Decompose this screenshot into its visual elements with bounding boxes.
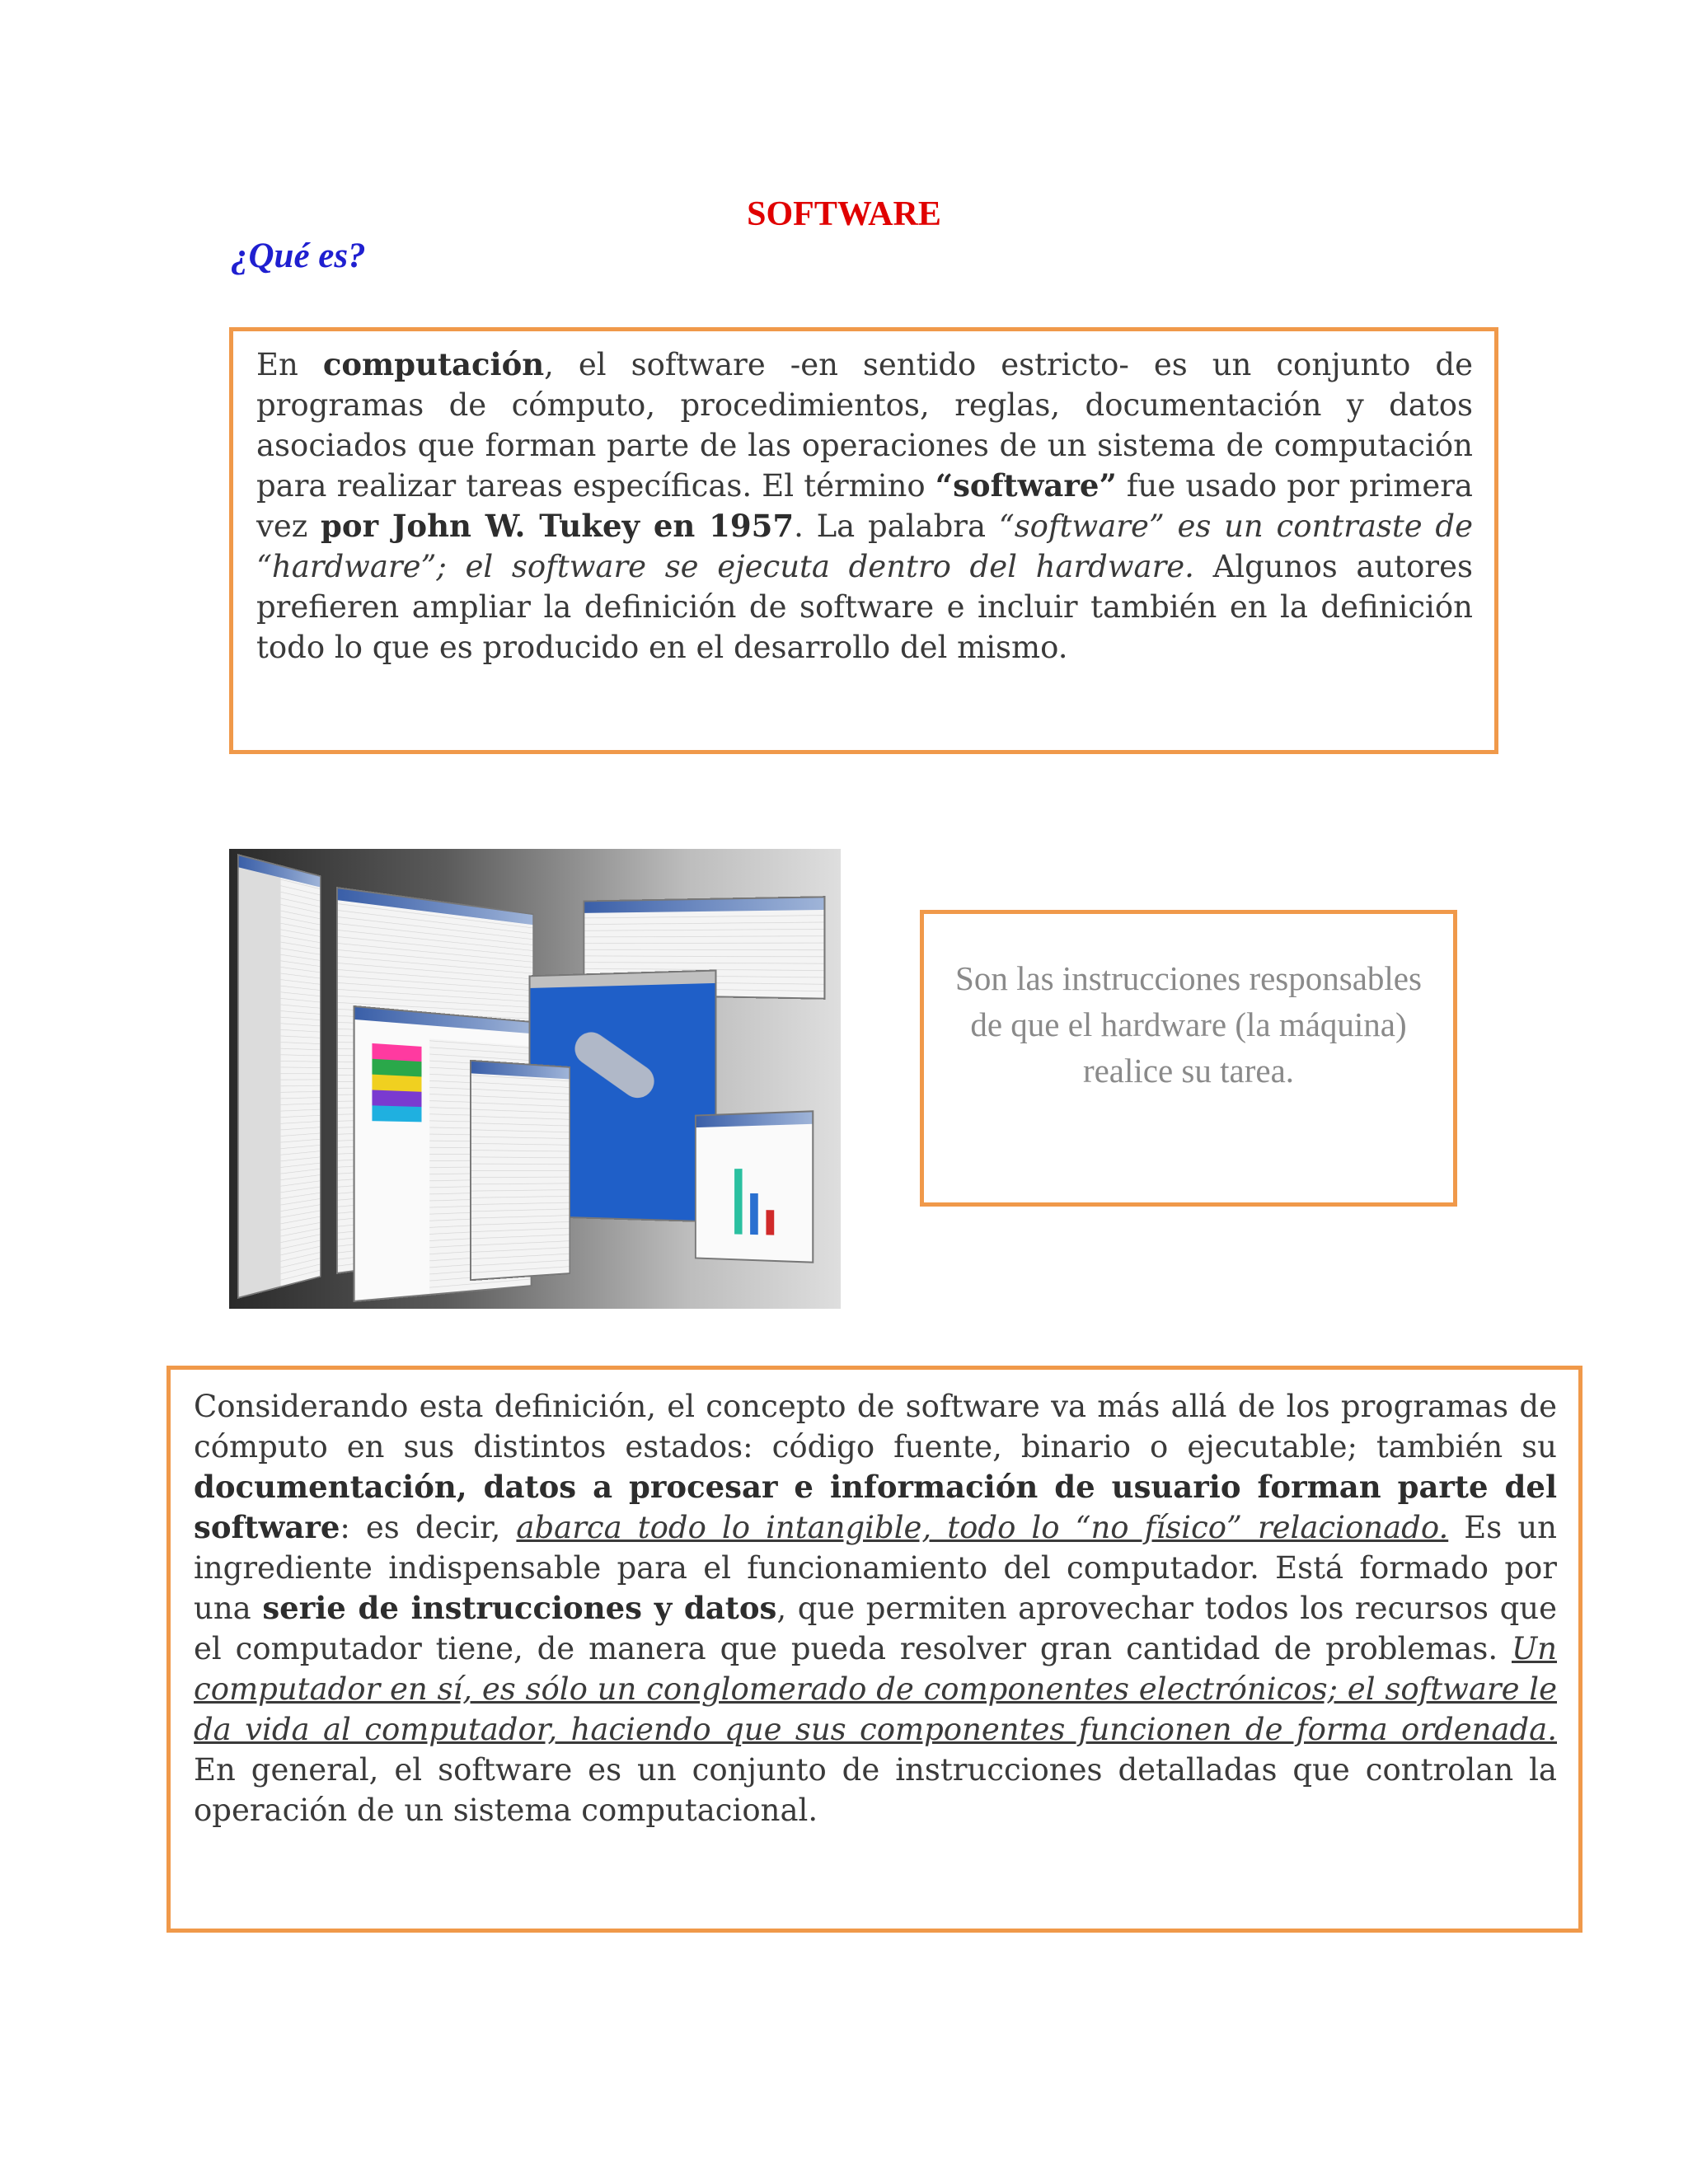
text-run: , que permiten aprovechar todos los recursos que el computador tiene, de manera que pueda resolver gran cantidad de problemas. <box>194 1591 1558 1666</box>
window-list <box>470 1060 570 1282</box>
underlined-intangible-phrase: abarca todo lo intangible, todo lo “no físico” relacionado. <box>516 1510 1449 1545</box>
bold-term-computacion: computación <box>322 346 545 382</box>
text-run: Es un ingrediente indispensable para el funcionamiento del computador. Está formado por una <box>194 1510 1557 1626</box>
window-left <box>237 854 321 1299</box>
bold-term-software: “software” <box>935 467 1117 504</box>
document-title: SOFTWARE <box>747 195 941 233</box>
text-run: Algunos autores prefieren ampliar la definición de software e incluir también en la definición todo lo que es producido en el desarrollo del mismo. <box>256 549 1473 665</box>
text-run: fue usado por primera vez <box>256 468 1473 544</box>
bold-documentation-phrase: documentación, datos a procesar e información de usuario forman parte del software <box>194 1469 1557 1545</box>
bold-instructions-phrase: serie de instrucciones y datos <box>262 1590 777 1626</box>
software-screenshots-image <box>229 849 841 1309</box>
italic-contrast-sentence: “software” es un contraste de “hardware”; el software se ejecuta dentro del hardware. <box>256 509 1473 584</box>
bold-term-tukey: por John W. Tukey en 1957 <box>321 508 795 544</box>
document-subtitle: ¿Qué es? <box>231 237 366 275</box>
concept-box <box>166 1366 1582 1933</box>
quote-box <box>920 910 1457 1207</box>
text-run: : es decir, <box>340 1510 517 1545</box>
definition-paragraph <box>256 344 1473 668</box>
text-run: Considerando esta definición, el concepto de software va más allá de los programas de cómputo en sus distintos estados: código fuente, binario o ejecutable; también su <box>194 1389 1557 1465</box>
definition-box <box>229 327 1498 754</box>
underlined-computer-phrase: Un computador en sí, es sólo un conglomerado de componentes electrónicos; el software le da vida al computador, haciendo que sus componentes funcionen de forma ordenada. <box>194 1631 1557 1747</box>
text-run: En general, el software es un conjunto de instrucciones detalladas que controlan la operación de un sistema computacional. <box>194 1752 1557 1828</box>
text-run: . La palabra <box>794 509 999 544</box>
window-chart <box>695 1110 814 1263</box>
text-run: , el software -en sentido estricto- es un conjunto de programas de cómputo, procedimientos, reglas, documentación y datos asociados que forman parte de las operaciones de un sistema de computación para realizar tareas específicas. El término <box>256 347 1473 504</box>
text-run: En <box>256 347 323 382</box>
concept-paragraph <box>194 1386 1557 1830</box>
quote-text: Son las instrucciones responsables de que el hardware (la máquina) realice su tarea. <box>955 959 1422 1090</box>
